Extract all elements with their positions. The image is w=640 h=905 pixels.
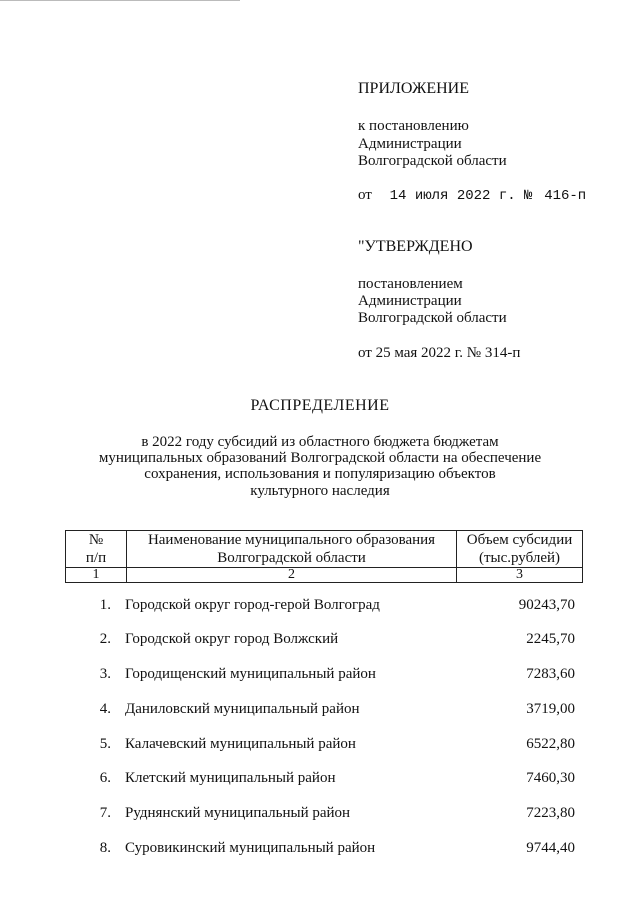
header-col-name-line2: Волгоградской области — [217, 550, 366, 566]
row-number: 4. — [99, 701, 111, 717]
appendix-date-line — [358, 186, 586, 205]
date-prefix: от — [358, 187, 372, 203]
row-number: 6. — [99, 770, 111, 786]
row-number: 2. — [99, 631, 111, 647]
header-col-name-line1: Наименование муниципального образования — [147, 532, 436, 548]
appendix-region: Волгоградской области — [358, 153, 507, 169]
distribution-table-header — [65, 530, 583, 583]
row-value: 7460,30 — [526, 770, 575, 786]
row-number: 3. — [99, 666, 111, 682]
col-index-1: 1 — [66, 568, 127, 583]
row-name: Городской округ город-герой Волгоград — [125, 597, 380, 613]
table-row — [65, 595, 583, 615]
header-col-amount-line2: (тыс.рублей) — [478, 550, 561, 566]
table-row — [65, 838, 583, 858]
row-name: Клетский муниципальный район — [125, 770, 336, 786]
row-name: Городищенский муниципальный район — [125, 666, 376, 682]
header-col-amount-line1: Объем субсидии — [466, 532, 573, 548]
resolution-number: 416-п — [544, 188, 587, 204]
row-number: 5. — [99, 736, 111, 752]
header-col-name — [127, 531, 457, 568]
appendix-administration: Администрации — [358, 136, 462, 152]
row-number: 8. — [99, 840, 111, 856]
header-col-number-line2: п/п — [85, 550, 107, 566]
appendix-to-resolution: к постановлению — [358, 118, 469, 134]
table-row — [65, 664, 583, 684]
subtitle-line-3: сохранения, использования и популяризацию объектов — [144, 466, 496, 482]
row-value: 3719,00 — [526, 701, 575, 717]
subtitle-line-1: в 2022 году субсидий из областного бюджета бюджетам — [141, 434, 499, 450]
header-col-number-line1: № — [88, 532, 104, 548]
approved-line2: Администрации — [358, 293, 462, 309]
row-value: 2245,70 — [526, 631, 575, 647]
date-value: 14 июля 2022 г. № — [389, 188, 533, 204]
row-number: 7. — [99, 805, 111, 821]
approved-line3: Волгоградской области — [358, 310, 507, 326]
header-col-amount — [457, 531, 583, 568]
row-value: 7223,80 — [526, 805, 575, 821]
row-value: 7283,60 — [526, 666, 575, 682]
row-name: Даниловский муниципальный район — [125, 701, 360, 717]
table-row — [65, 803, 583, 823]
row-value: 6522,80 — [526, 736, 575, 752]
subtitle-line-4: культурного наследия — [250, 483, 390, 499]
row-name: Суровикинский муниципальный район — [125, 840, 376, 856]
approved-heading: "УТВЕРЖДЕНО — [358, 238, 473, 255]
header-col-number — [66, 531, 127, 568]
table-row — [65, 734, 583, 754]
scan-edge-line — [0, 0, 240, 1]
row-number: 1. — [99, 597, 111, 613]
appendix-heading: ПРИЛОЖЕНИЕ — [358, 80, 470, 97]
table-row — [65, 699, 583, 719]
subtitle-line-2: муниципальных образований Волгоградской области на обеспечение — [98, 450, 542, 466]
row-value: 90243,70 — [518, 597, 575, 613]
document-title: РАСПРЕДЕЛЕНИЕ — [250, 397, 390, 414]
approved-date: от 25 мая 2022 г. № 314-п — [358, 345, 521, 361]
table-row — [65, 629, 583, 649]
row-name: Калачевский муниципальный район — [125, 736, 356, 752]
col-index-2: 2 — [127, 568, 457, 583]
row-value: 9744,40 — [526, 840, 575, 856]
row-name: Городской округ город Волжский — [125, 631, 339, 647]
table-row — [65, 768, 583, 788]
row-name: Руднянский муниципальный район — [125, 805, 351, 821]
col-index-3: 3 — [457, 568, 583, 583]
approved-line1: постановлением — [358, 276, 463, 292]
